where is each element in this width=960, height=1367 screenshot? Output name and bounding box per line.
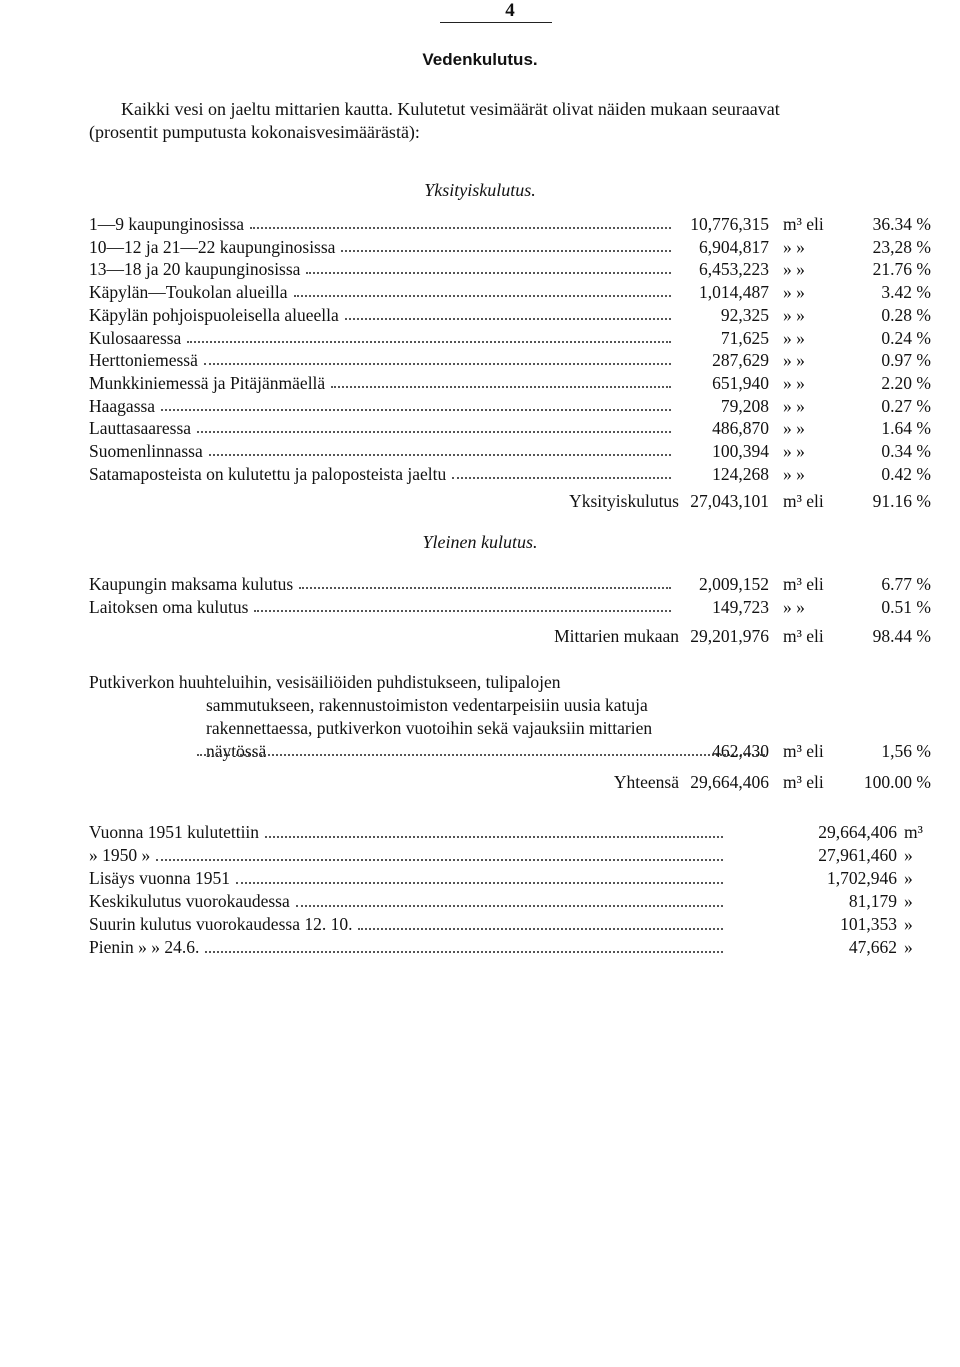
losses-row	[89, 740, 931, 762]
private-percent: 0.34 %	[881, 441, 931, 461]
private-value: 6,904,817	[699, 236, 769, 257]
private-row	[89, 417, 931, 439]
private-percent: 0.24 %	[881, 327, 931, 348]
page-title: Vedenkulutus.	[422, 50, 538, 69]
private-consumption-heading: Yksityiskulutus.	[424, 180, 536, 200]
dot-leader	[265, 836, 723, 838]
public-consumption-heading: Yleinen kulutus.	[422, 532, 538, 552]
summary-value: 29,664,406	[818, 822, 897, 842]
summary-value: 1,702,946	[827, 868, 897, 888]
private-unit: » »	[783, 395, 805, 416]
private-percent: 2.20 %	[881, 372, 931, 393]
private-percent: 21.76 %	[872, 259, 931, 280]
private-row	[89, 236, 931, 258]
summary-unit: »	[904, 845, 913, 865]
private-row	[89, 349, 931, 371]
dot-leader	[254, 610, 671, 612]
private-unit: » »	[783, 282, 805, 303]
private-row	[89, 258, 931, 280]
private-row	[89, 372, 931, 394]
public-unit: » »	[783, 597, 805, 617]
private-value: 287,629	[712, 350, 769, 371]
public-percent: 0.51 %	[881, 597, 931, 617]
private-row	[89, 281, 931, 303]
losses-text-line: rakennettaessa, putkiverkon vuotoihin sekä vajauksiin mittarien	[206, 718, 653, 738]
dot-leader	[306, 272, 671, 274]
private-unit: » »	[783, 372, 805, 393]
private-label: 1—9 kaupunginosissa	[89, 214, 245, 234]
dot-leader	[156, 859, 723, 861]
total-label: Yhteensä	[613, 772, 679, 792]
total-percent: 91.16 %	[872, 491, 931, 511]
intro-paragraph	[89, 98, 929, 144]
total-percent: 100.00 %	[863, 772, 931, 792]
private-percent: 23,28 %	[872, 236, 931, 257]
summary-row	[89, 844, 931, 867]
dot-leader	[345, 318, 671, 320]
losses-text-line: Putkiverkon huuhteluihin, vesisäiliöiden puhdistukseen, tulipalojen	[89, 672, 561, 692]
private-percent: 0.27 %	[881, 395, 931, 416]
losses-value: 462,430	[712, 741, 769, 761]
total-label: Yksityiskulutus	[569, 491, 679, 511]
dot-leader	[331, 386, 671, 388]
private-row	[89, 463, 931, 485]
private-unit: » »	[783, 236, 805, 257]
intro-line: (prosentit pumputusta kokonaisvesimäärästä):	[89, 122, 420, 142]
total-percent: 98.44 %	[872, 626, 931, 646]
losses-text-line: sammutukseen, rakennustoimiston vedentarpeisiin uusia katuja	[206, 695, 648, 715]
losses-unit: m³ eli	[783, 741, 824, 761]
private-percent: 0.97 %	[881, 350, 931, 371]
total-unit: m³ eli	[783, 491, 824, 511]
dot-leader	[294, 295, 671, 297]
private-label: 13—18 ja 20 kaupunginosissa	[89, 259, 301, 280]
public-value: 2,009,152	[699, 574, 769, 594]
public-unit: m³ eli	[783, 574, 824, 594]
summary-unit: »	[904, 937, 913, 957]
private-percent: 0.42 %	[881, 463, 931, 484]
private-label: Suomenlinnassa	[89, 441, 203, 461]
private-value: 92,325	[720, 304, 769, 325]
private-label: Herttoniemessä	[89, 350, 198, 371]
private-value: 71,625	[720, 327, 769, 348]
private-row	[89, 213, 931, 235]
public-label: Kaupungin maksama kulutus	[89, 574, 294, 594]
dot-leader	[341, 250, 671, 252]
losses-label: näytössä	[206, 741, 267, 761]
private-row	[89, 327, 931, 349]
dot-leader	[197, 431, 671, 433]
private-value: 79,208	[720, 395, 769, 416]
dot-leader	[161, 409, 671, 411]
private-total-row	[89, 490, 931, 512]
summary-row	[89, 867, 931, 890]
total-value: 27,043,101	[690, 491, 769, 511]
total-value: 29,664,406	[690, 772, 769, 792]
losses-percent: 1,56 %	[881, 741, 931, 761]
private-row	[89, 304, 931, 326]
meter-total-row	[89, 625, 931, 647]
private-value: 6,453,223	[699, 259, 769, 280]
summary-value: 81,179	[848, 891, 897, 911]
private-value: 651,940	[712, 372, 769, 393]
summary-row	[89, 913, 931, 936]
private-unit: » »	[783, 350, 805, 371]
public-row	[89, 573, 931, 595]
private-percent: 3.42 %	[881, 282, 931, 303]
public-percent: 6.77 %	[881, 574, 931, 594]
summary-row	[89, 890, 931, 913]
dot-leader	[236, 882, 723, 884]
summary-label: Keskikulutus vuorokaudessa	[89, 891, 290, 911]
private-label: Haagassa	[89, 395, 156, 416]
public-row	[89, 596, 931, 618]
summary-label: Pienin » » 24.6.	[89, 937, 200, 957]
grand-total-row	[89, 771, 931, 793]
total-unit: m³ eli	[783, 626, 824, 646]
page-number: 4	[505, 0, 515, 21]
summary-unit: »	[904, 868, 913, 888]
dot-leader	[296, 905, 723, 907]
summary-value: 27,961,460	[818, 845, 897, 865]
summary-value: 101,353	[840, 914, 897, 934]
private-percent: 1.64 %	[881, 418, 931, 439]
dot-leader	[250, 227, 671, 229]
private-value: 100,394	[712, 441, 769, 461]
private-unit: » »	[783, 463, 805, 484]
public-value: 149,723	[712, 597, 769, 617]
public-label: Laitoksen oma kulutus	[89, 597, 249, 617]
private-unit: » »	[783, 327, 805, 348]
summary-row	[89, 821, 931, 844]
private-unit: m³ eli	[783, 214, 824, 234]
private-value: 124,268	[712, 463, 769, 484]
summary-unit: m³	[904, 822, 923, 842]
private-label: Satamaposteista on kulutettu ja paloposteista jaeltu	[89, 463, 447, 484]
dot-leader	[452, 477, 671, 479]
page-number-rule	[440, 22, 552, 23]
summary-value: 47,662	[848, 937, 897, 957]
private-label: Lauttasaaressa	[89, 418, 192, 439]
summary-label: » 1950 »	[89, 845, 151, 865]
private-value: 10,776,315	[690, 214, 769, 234]
private-row	[89, 395, 931, 417]
dot-leader	[358, 928, 723, 930]
private-unit: » »	[783, 418, 805, 439]
private-row	[89, 440, 931, 462]
total-unit: m³ eli	[783, 772, 824, 792]
dot-leader	[205, 951, 723, 953]
private-label: Käpylän—Toukolan alueilla	[89, 282, 288, 303]
private-unit: » »	[783, 304, 805, 325]
summary-label: Suurin kulutus vuorokaudessa 12. 10.	[89, 914, 353, 934]
dot-leader	[187, 341, 671, 343]
private-label: 10—12 ja 21—22 kaupunginosissa	[89, 236, 336, 257]
summary-label: Vuonna 1951 kulutettiin	[89, 822, 260, 842]
dot-leader	[209, 454, 671, 456]
total-value: 29,201,976	[690, 626, 769, 646]
dot-leader	[204, 363, 671, 365]
private-label: Munkkiniemessä ja Pitäjänmäellä	[89, 372, 326, 393]
private-label: Käpylän pohjoispuoleisella alueella	[89, 304, 339, 325]
total-label: Mittarien mukaan	[554, 626, 679, 646]
private-percent: 36.34 %	[872, 214, 931, 234]
private-unit: » »	[783, 441, 805, 461]
private-value: 1,014,487	[699, 282, 769, 303]
summary-unit: »	[904, 891, 913, 911]
private-label: Kulosaaressa	[89, 327, 182, 348]
private-percent: 0.28 %	[881, 304, 931, 325]
summary-label: Lisäys vuonna 1951	[89, 868, 230, 888]
summary-unit: »	[904, 914, 913, 934]
private-value: 486,870	[712, 418, 769, 439]
dot-leader	[299, 587, 671, 589]
private-unit: » »	[783, 259, 805, 280]
summary-row	[89, 936, 931, 959]
intro-line: Kaikki vesi on jaeltu mittarien kautta. Kulutetut vesimäärät olivat näiden mukaan seuraavat	[121, 99, 780, 119]
